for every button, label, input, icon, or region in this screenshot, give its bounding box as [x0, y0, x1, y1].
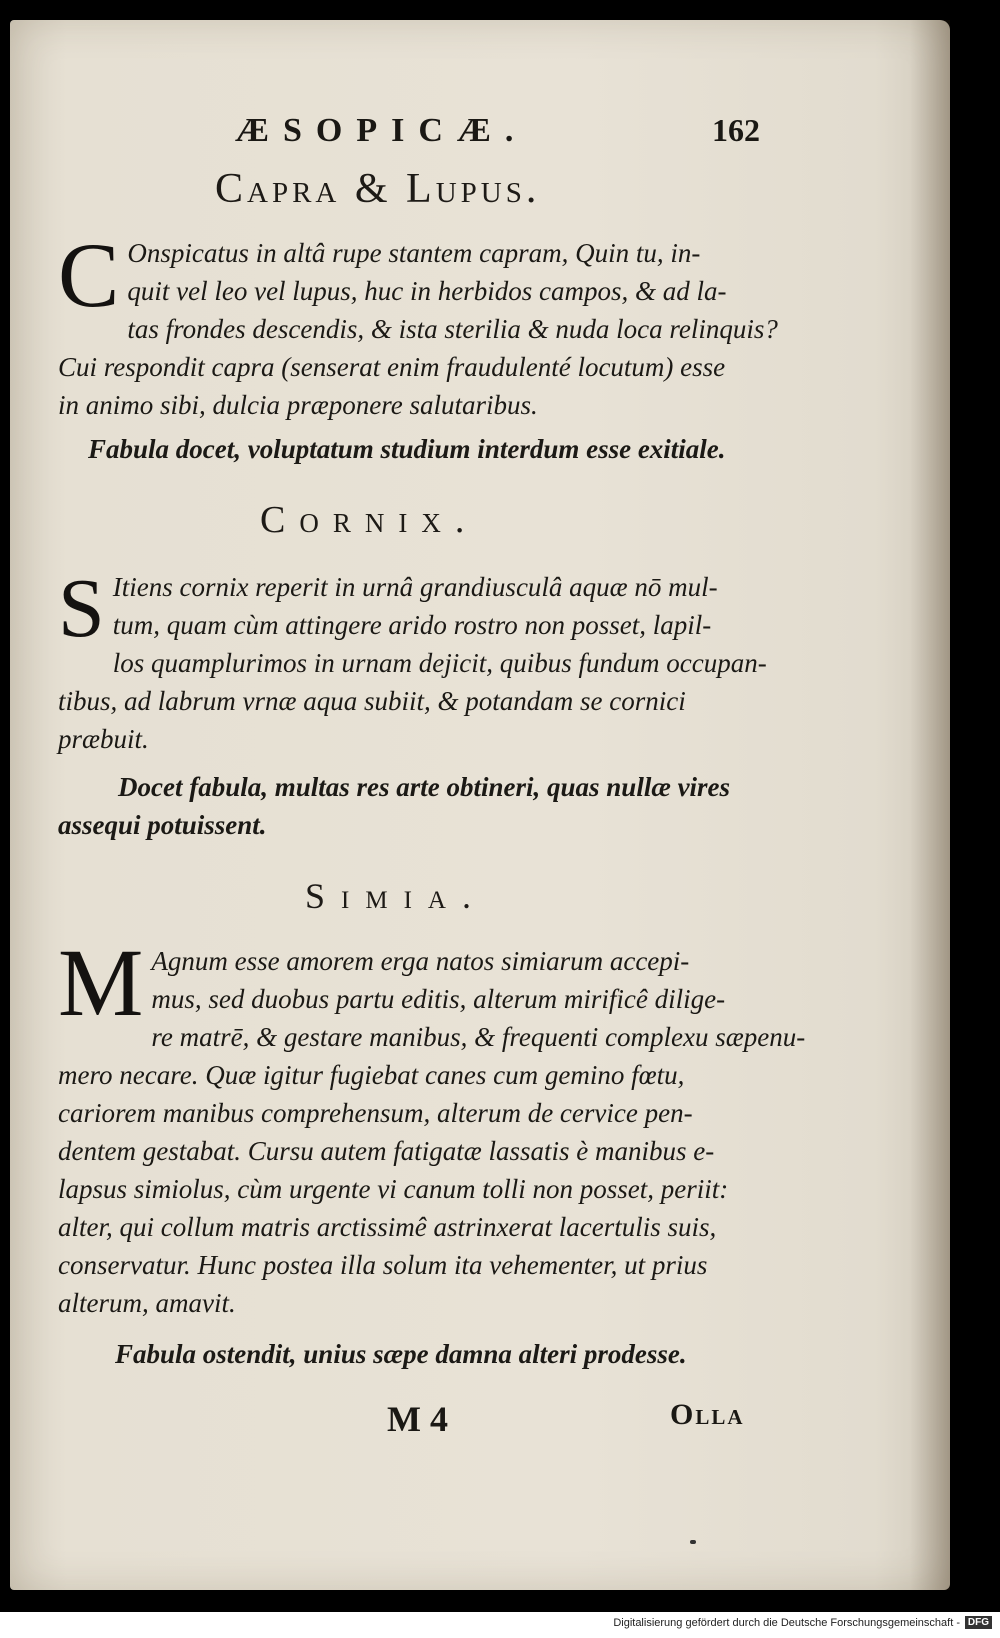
fable-moral-simia — [115, 1335, 775, 1373]
page-number: 162 — [712, 112, 760, 148]
text-line: in animo sibi, dulcia præponere salutaribus. — [58, 390, 538, 420]
moral-line: assequi potuissent. — [58, 810, 267, 840]
book-page — [10, 20, 950, 1590]
fable-title-capra: Capra & Lupus. — [215, 166, 541, 212]
text-line: mus, sed duobus partu editis, alterum mirificê dilige- — [151, 984, 726, 1014]
text-line: Itiens cornix reperit in urnâ grandiusculâ aquæ nō mul- — [112, 572, 718, 602]
fable-moral-capra — [88, 430, 778, 468]
text-line: cariorem manibus comprehensum, alterum de cervice pen- — [58, 1098, 693, 1128]
drop-cap: S — [58, 562, 105, 655]
text-line: conservatur. Hunc postea illa solum ita vehementer, ut prius — [58, 1250, 708, 1280]
text-line: tibus, ad labrum vrnæ aqua subiit, & potandam se cornici — [58, 686, 686, 716]
text-line: alterum, amavit. — [58, 1288, 236, 1318]
text-line: Cui respondit capra (senserat enim fraudulenté locutum) esse — [58, 352, 726, 382]
moral-line: Fabula docet, voluptatum studium interdum esse exitiale. — [88, 434, 726, 464]
moral-line: Fabula ostendit, unius sæpe damna alteri prodesse. — [115, 1339, 687, 1369]
moral-line: Docet fabula, multas res arte obtineri, quas nullæ vires — [118, 772, 731, 802]
ink-fleck — [690, 1540, 696, 1544]
text-line: Agnum esse amorem erga natos simiarum accepi- — [151, 946, 690, 976]
text-line: tas frondes descendis, & ista sterilia & nuda loca relinquis? — [127, 314, 778, 344]
fable-title-simia: Simia. — [305, 876, 487, 916]
text-line: re matrē, & gestare manibus, & frequenti complexu sæpenu- — [151, 1022, 806, 1052]
text-line: alter, qui collum matris arctissimê astrinxerat lacertulis suis, — [58, 1212, 717, 1242]
dfg-credit: Digitalisierung gefördert durch die Deutsche Forschungsgemeinschaft - — [613, 1617, 960, 1629]
text-line: dentem gestabat. Cursu autem fatigatæ lassatis è manibus e- — [58, 1136, 715, 1166]
text-line: tum, quam cùm attingere arido rostro non posset, lapil- — [112, 610, 712, 640]
drop-cap: C — [58, 224, 120, 326]
fable-text-simia — [58, 929, 806, 1322]
text-line: lapsus simiolus, cùm urgente vi canum tolli non posset, periit: — [58, 1174, 729, 1204]
signature-mark: M 4 — [387, 1399, 448, 1439]
fable-title-cornix: Cornix. — [260, 499, 479, 541]
text-line: præbuit. — [58, 724, 149, 754]
running-title: ÆSOPICÆ. — [235, 112, 528, 149]
text-line: los quamplurimos in urnam dejicit, quibus fundum occupan- — [112, 648, 767, 678]
text-line: Onspicatus in altâ rupe stantem capram, Quin tu, in- — [127, 238, 701, 268]
drop-cap: M — [58, 929, 144, 1036]
text-line: quit vel leo vel lupus, huc in herbidos campos, & ad la- — [127, 276, 727, 306]
digitization-footer — [0, 1612, 1000, 1638]
text-line: mero necare. Quæ igitur fugiebat canes cum gemino fœtu, — [58, 1060, 685, 1090]
fable-moral-cornix — [58, 768, 778, 844]
fable-text-cornix — [58, 562, 778, 758]
dfg-logo-icon: DFG — [965, 1616, 992, 1629]
catchword: Olla — [670, 1398, 745, 1431]
page-spine-shadow — [910, 20, 950, 1590]
fable-text-capra — [58, 224, 778, 424]
